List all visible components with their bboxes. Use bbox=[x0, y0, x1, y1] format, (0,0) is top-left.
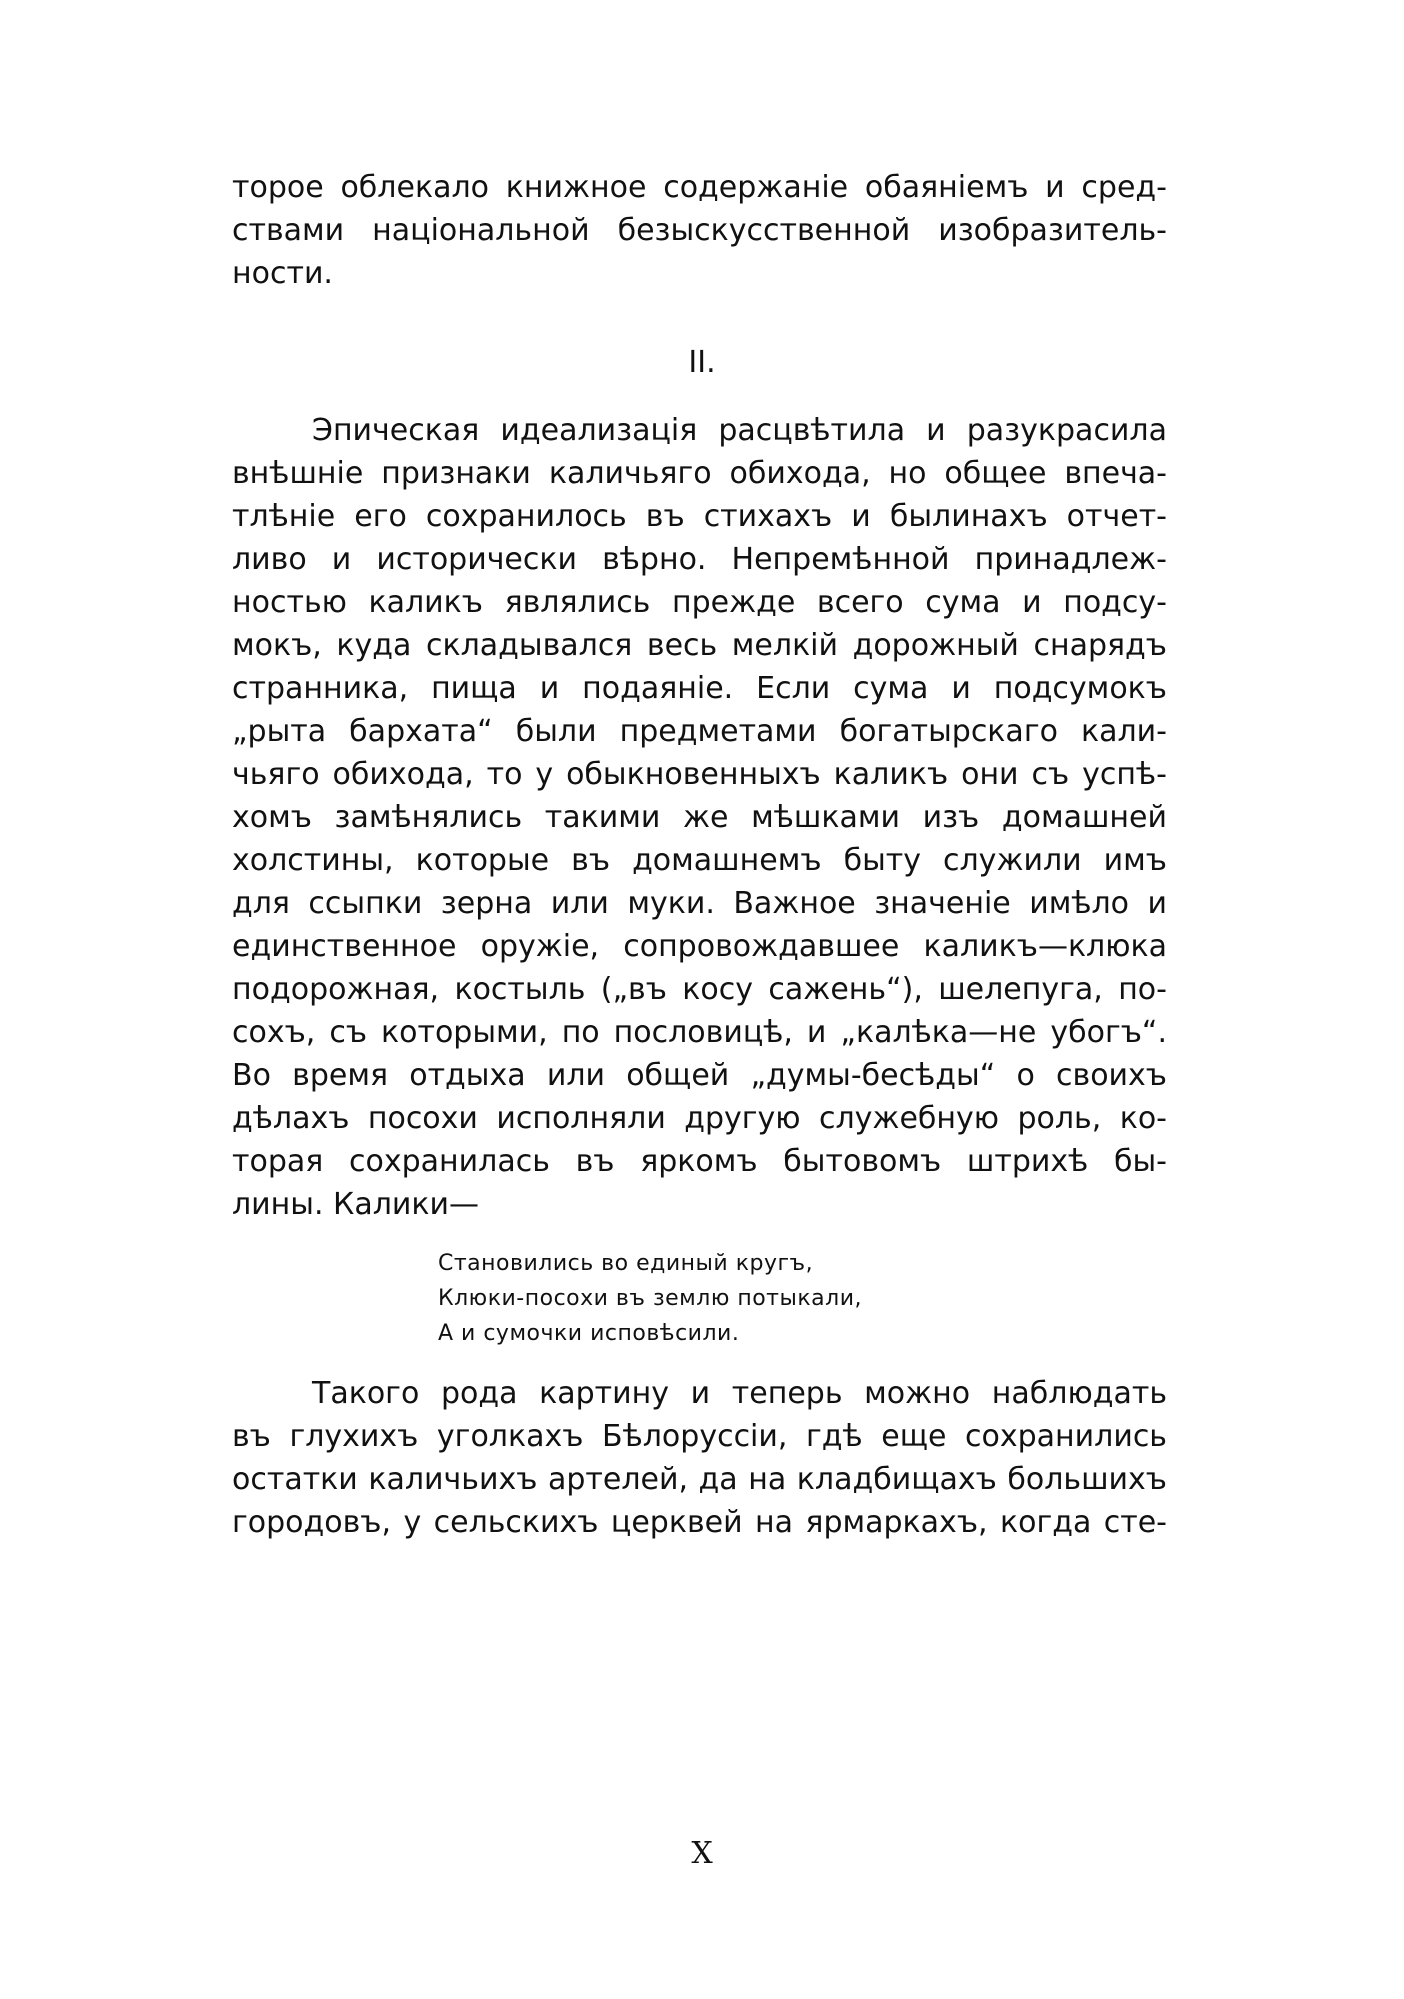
text-line: Во время отдыха или общей „думы-бесѣды“ о своихъ bbox=[232, 1058, 1167, 1093]
text-line: Такого рода картину и теперь можно наблюдать bbox=[312, 1376, 1167, 1411]
text-line: чьяго обихода, то у обыкновенныхъ каликъ они съ успѣ- bbox=[232, 757, 1167, 792]
text-line: городовъ, у сельскихъ церквей на ярмаркахъ, когда сте- bbox=[232, 1505, 1167, 1540]
text-line: подорожная, костыль („въ косу сажень“), шелепуга, по- bbox=[232, 972, 1167, 1007]
after-paragraph bbox=[232, 1372, 1167, 1544]
verse-line: А и сумочки исповѣсили. bbox=[438, 1321, 740, 1346]
text-line: торое облекало книжное содержаніе обаяніемъ и сред- bbox=[232, 170, 1167, 205]
text-line: единственное оружіе, сопровождавшее каликъ—клюка bbox=[232, 929, 1167, 964]
text-line: въ глухихъ уголкахъ Бѣлоруссіи, гдѣ еще сохранились bbox=[232, 1419, 1167, 1454]
verse-line: Становились во единый кругъ, bbox=[438, 1251, 814, 1276]
text-line: торая сохранилась въ яркомъ бытовомъ штрихѣ бы- bbox=[232, 1144, 1167, 1179]
text-line: ностью каликъ являлись прежде всего сума и подсу- bbox=[232, 585, 1167, 620]
text-line: странника, пища и подаяніе. Если сума и подсумокъ bbox=[232, 671, 1167, 706]
text-line: ствами національной безыскусственной изобразитель- bbox=[232, 213, 1167, 248]
verse-quote bbox=[438, 1246, 998, 1351]
verse-line: Клюки-посохи въ землю потыкали, bbox=[438, 1286, 862, 1311]
section-heading: II. bbox=[688, 345, 716, 380]
text-line: тлѣніе его сохранилось въ стихахъ и былинахъ отчет- bbox=[232, 499, 1167, 534]
text-line: остатки каличьихъ артелей, да на кладбищахъ большихъ bbox=[232, 1462, 1167, 1497]
text-line: сохъ, съ которыми, по пословицѣ, и „калѣка—не убогъ“. bbox=[232, 1015, 1167, 1050]
text-line: Эпическая идеализація расцвѣтила и разукрасила bbox=[312, 413, 1167, 448]
text-line: мокъ, куда складывался весь мелкій дорожный снарядъ bbox=[232, 628, 1167, 663]
page-number: X bbox=[691, 1836, 713, 1871]
text-line: внѣшніе признаки каличьяго обихода, но общее впеча- bbox=[232, 456, 1167, 491]
text-line: ности. bbox=[232, 256, 333, 291]
main-paragraph bbox=[232, 409, 1167, 1226]
text-line: ливо и исторически вѣрно. Непремѣнной принадлеж- bbox=[232, 542, 1167, 577]
text-line: дѣлахъ посохи исполняли другую служебную роль, ко- bbox=[232, 1101, 1167, 1136]
text-line: для ссыпки зерна или муки. Важное значеніе имѣло и bbox=[232, 886, 1167, 921]
text-line: „рыта бархата“ были предметами богатырскаго кали- bbox=[232, 714, 1167, 749]
top-paragraph bbox=[232, 166, 1167, 295]
text-line: хомъ замѣнялись такими же мѣшками изъ домашней bbox=[232, 800, 1167, 835]
text-line: холстины, которые въ домашнемъ быту служили имъ bbox=[232, 843, 1167, 878]
text-line: лины. Калики— bbox=[232, 1187, 480, 1222]
